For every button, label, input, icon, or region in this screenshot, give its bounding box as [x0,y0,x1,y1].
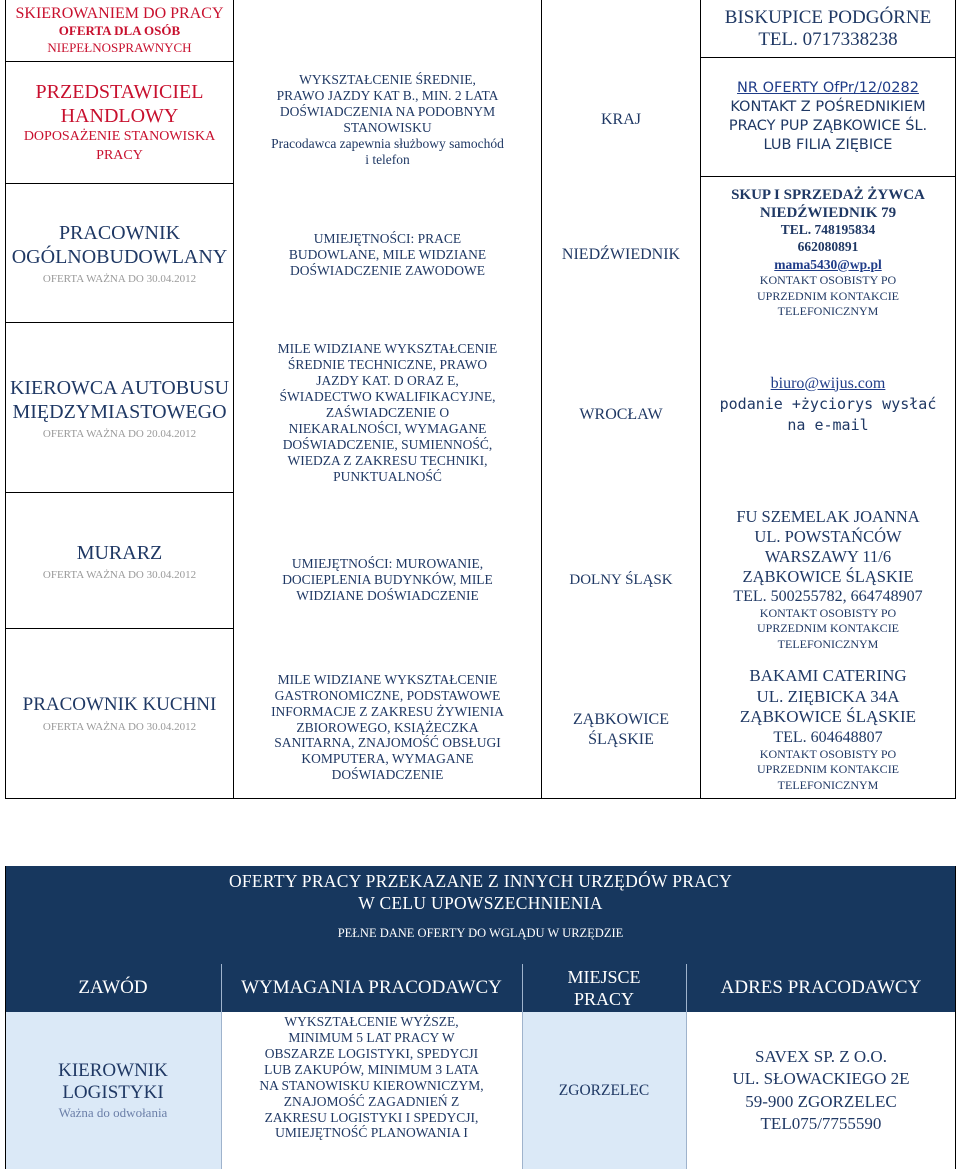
offer-4-contact-line: UPRZEDNIM KONTAKCIE [756,621,900,636]
offer-5-address-line: UL. ZIĘBICKA 34A [756,686,900,706]
offer-1-req-line: PRAWO JAZDY KAT B., MIN. 2 LATA [276,88,499,104]
offer-2-validity: OFERTA WAŻNA DO 30.04.2012 [42,273,197,285]
offer-3-email-link[interactable]: biuro@wijus.com [770,374,886,392]
offer-5-address-line: ZĄBKOWICE ŚLĄSKIE [739,707,917,727]
other-offer-title-line: KIEROWNIK [58,1059,168,1081]
offer-4-req-line: DOCIEPLENIA BUDYNKÓW, MILE [282,572,493,588]
other-offer-req-line: WYKSZTAŁCENIE WYŻSZE, [284,1014,459,1029]
offer-3-req-line: ZAŚWIADCZENIE O [325,405,450,421]
offer-2-requirements-cell [234,195,541,315]
header-occupation: ZAWÓD [5,964,221,1012]
offer-3-note: podanie +życiorys wysłać na e-mail [719,395,937,435]
header-employer-address: ADRES PRACODAWCY [686,964,956,1012]
offer-4-requirements-cell [234,520,541,640]
other-offices-banner [5,866,956,964]
offer-2-address-line: NIEDŹWIEDNIK 79 [759,204,897,221]
offer-4-address-line: FU SZEMELAK JOANNA [736,507,920,527]
offer-3-req-line: PUNKTUALNOŚĆ [333,468,442,484]
offer-0-subtitle-2: NIEPEŁNOSPRAWNYCH [47,39,192,55]
offer-5-requirements-cell [234,655,541,800]
other-offer-address-cell [686,1012,956,1169]
offer-5-contact-line: KONTAKT OSOBISTY PO [759,746,897,761]
offer-5-contact-line: TELEFONICZNYM [777,777,879,792]
offer-0-pre-title: SKIEROWANIEM DO PRACY [15,4,224,22]
offer-5-req-line: INFORMACJE Z ZAKRESU ŻYWIENIA [271,703,504,719]
offer-2-title: PRACOWNIK OGÓLNOBUDOWLANY [11,222,228,268]
offer-4-title: MURARZ [76,541,163,564]
offer-3-req-line: NIEKARALNOŚCI, WYMAGANE [288,420,487,436]
offer-5-address-line: TEL. 604648807 [773,728,883,746]
offer-0-subtitle-1: OFERTA DLA OSÓB [58,22,181,38]
offer-1-place: KRAJ [600,111,641,128]
offer-1-req-line: WYKSZTAŁCENIE ŚREDNIE, [299,72,476,88]
offer-4-address-line: UL. POWSTAŃCÓW [754,527,902,547]
other-offer-req-line: NA STANOWISKU KIEROWNICZYM, [259,1077,484,1093]
offer-5-req-line: KOMPUTERA, WYMAGANE [301,751,474,767]
offer-4-contact-line: KONTAKT OSOBISTY PO [759,605,897,620]
offer-2-contact-line: UPRZEDNIM KONTAKCIE [756,288,900,303]
other-offices-title-line: OFERTY PRACY PRZEKAZANE Z INNYCH URZĘDÓW PRACY [228,871,733,891]
offer-4-address-line: TEL. 500255782, 664748907 [733,587,923,605]
offer-5-req-line: SANITARNA, ZNAJOMOŚĆ OBSŁUGI [274,735,501,751]
offer-5-contact-line: UPRZEDNIM KONTAKCIE [756,762,900,777]
offer-1-place-cell [542,60,700,180]
other-offer-req-line: ZAKRESU LOGISTYKI I SPEDYCJI, [264,1109,479,1125]
other-offer-req-line: LUB ZAKUPÓW, MINIMUM 3 LATA [264,1061,479,1077]
other-offer-place: ZGORZELEC [558,1081,650,1099]
offer-2-req-line: DOŚWIADCZENIE ZAWODOWE [290,262,485,278]
offer-4-contact-line: TELEFONICZNYM [777,636,879,651]
offer-1-contact-line: LUB FILIA ZIĘBICE [763,136,893,153]
offer-2-email-link[interactable]: mama5430@wp.pl [774,256,882,272]
offer-3-req-line: JAZDY KAT. D ORAZ E, [316,373,459,389]
offer-5-address-cell [701,660,955,800]
other-offices-title-line: W CELU UPOWSZECHNIENIA [358,893,603,914]
offer-0-title-cell [6,0,233,61]
offer-1-address-cell [701,58,955,176]
other-offer-address-line: 59-900 ZGORZELEC [745,1091,897,1111]
offer-1-title: PRZEDSTAWICIEL HANDLOWY [35,81,204,128]
other-offer-req-line: ZNAJOMOŚĆ ZAGADNIEŃ Z [283,1093,460,1109]
offer-0-address-2: TEL. 0717338238 [758,28,898,50]
offer-1-offer-number[interactable]: NR OFERTY OfPr/12/0282 [737,80,919,97]
other-offer-req-line: MINIMUM 5 LAT PRACY W [288,1029,455,1045]
other-offices-note: PEŁNE DANE OFERTY DO WGLĄDU W URZĘDZIE [337,926,624,940]
offer-3-req-line: DOŚWIADCZENIE, SUMIENNOŚĆ, [282,436,493,452]
offer-2-contact-line: TELEFONICZNYM [777,304,879,319]
offer-5-req-line: DOŚWIADCZENIE [331,767,444,783]
offer-3-requirements-cell [234,318,541,508]
offer-2-req-line: UMIEJĘTNOŚCI: PRACE [313,231,462,247]
other-offer-validity: Ważna do odwołania [58,1105,168,1121]
offer-2-place-cell [542,195,700,315]
offer-5-validity: OFERTA WAŻNA DO 30.04.2012 [42,720,197,733]
offer-4-title-cell [6,493,233,628]
offer-2-contact-line: KONTAKT OSOBISTY PO [759,273,897,288]
offer-1-contact-line: PRACY PUP ZĄBKOWICE ŚL. [728,118,928,134]
offer-3-req-line: ŚWIADECTWO KWALIFIKACYJNE, [279,389,496,405]
offer-2-address-cell [701,177,955,329]
offer-4-req-line: UMIEJĘTNOŚCI: MUROWANIE, [291,556,484,572]
offer-4-validity: OFERTA WAŻNA DO 30.04.2012 [42,568,197,581]
offer-5-title-cell [6,629,233,798]
offer-4-req-line: WIDZIANE DOŚWIADCZENIE [296,587,479,603]
offer-3-req-line: ŚREDNIE TECHNICZNE, PRAWO [287,357,488,373]
offer-5-place: ZĄBKOWICE ŚLĄSKIE [573,711,669,748]
offer-4-address-line: ZĄBKOWICE ŚLĄSKIE [742,566,914,586]
offer-5-req-line: GASTRONOMICZNE, PODSTAWOWE [274,687,501,703]
offer-2-address-line: SKUP I SPRZEDAŻ ŻYWCA [731,186,925,203]
offer-1-contact-line: KONTAKT Z POŚREDNIKIEM [730,99,926,116]
offer-3-place: WROCŁAW [579,406,663,423]
offer-3-place-cell [542,355,700,475]
offer-4-place: DOLNY ŚLĄSK [569,571,673,588]
offer-2-place: NIEDŹWIEDNIK [561,246,681,263]
offer-0-address-cell [701,0,955,57]
header-workplace: MIEJSCE PRACY [522,964,686,1012]
offer-4-address-line: WARSZAWY 11/6 [764,547,892,567]
other-offer-title-cell [5,1012,221,1169]
offer-2-req-line: BUDOWLANE, MILE WIDZIANE [288,247,487,263]
offer-1-req-line: STANOWISKU [343,120,432,135]
offer-1-requirements-cell [234,55,541,185]
offer-0-address-1: BISKUPICE PODGÓRNE [724,6,932,28]
other-offer-requirements-cell [221,1012,522,1169]
other-offer-req-line: UMIEJĘTNOŚĆ PLANOWANIA I [275,1125,468,1141]
offer-3-title: KIEROWCA AUTOBUSU MIĘDZYMIASTOWEGO [9,376,230,423]
offer-3-title-cell [6,323,233,492]
offer-4-place-cell [542,520,700,640]
offer-1-subtitle: DOPOSAŻENIE STANOWISKA PRACY [23,129,216,163]
offer-5-place-cell [550,680,692,780]
other-offer-address-line: UL. SŁOWACKIEGO 2E [732,1069,910,1089]
offer-3-req-line: MILE WIDZIANE WYKSZTAŁCENIE [277,341,498,357]
other-offer-place-cell [522,1012,686,1169]
other-offer-req-line: OBSZARZE LOGISTYKI, SPEDYCJI [264,1045,479,1061]
offer-3-req-line: WIEDZA Z ZAKRESU TECHNIKI, [287,452,488,468]
offer-5-address-line: BAKAMI CATERING [749,666,907,686]
offer-1-req-line: DOŚWIADCZENIA NA PODOBNYM [279,104,496,120]
offer-2-address-line: TEL. 748195834 [780,221,876,237]
offer-2-address-line: 662080891 [797,238,859,254]
offer-2-title-cell [6,184,233,322]
offer-1-req-line: Pracodawca zapewnia służbowy samochód [271,135,504,151]
offer-1-title-cell [6,62,233,183]
other-offer-title-line: LOGISTYKI [62,1081,164,1103]
offer-4-address-cell [701,502,955,658]
offer-3-validity: OFERTA WAŻNA DO 20.04.2012 [42,427,197,440]
other-offer-address-line: TEL075/7755590 [760,1113,882,1133]
offer-5-req-line: ZBIOROWEGO, KSIĄŻECZKA [296,719,479,735]
other-offer-address-line: SAVEX SP. Z O.O. [755,1047,887,1067]
offer-1-req-line: i telefon [365,151,410,167]
header-requirements: WYMAGANIA PRACODAWCY [221,964,522,1012]
offer-5-req-line: MILE WIDZIANE WYKSZTAŁCENIE [277,671,498,687]
offer-5-title: PRACOWNIK KUCHNI [22,694,217,716]
offer-3-address-cell [701,355,955,455]
